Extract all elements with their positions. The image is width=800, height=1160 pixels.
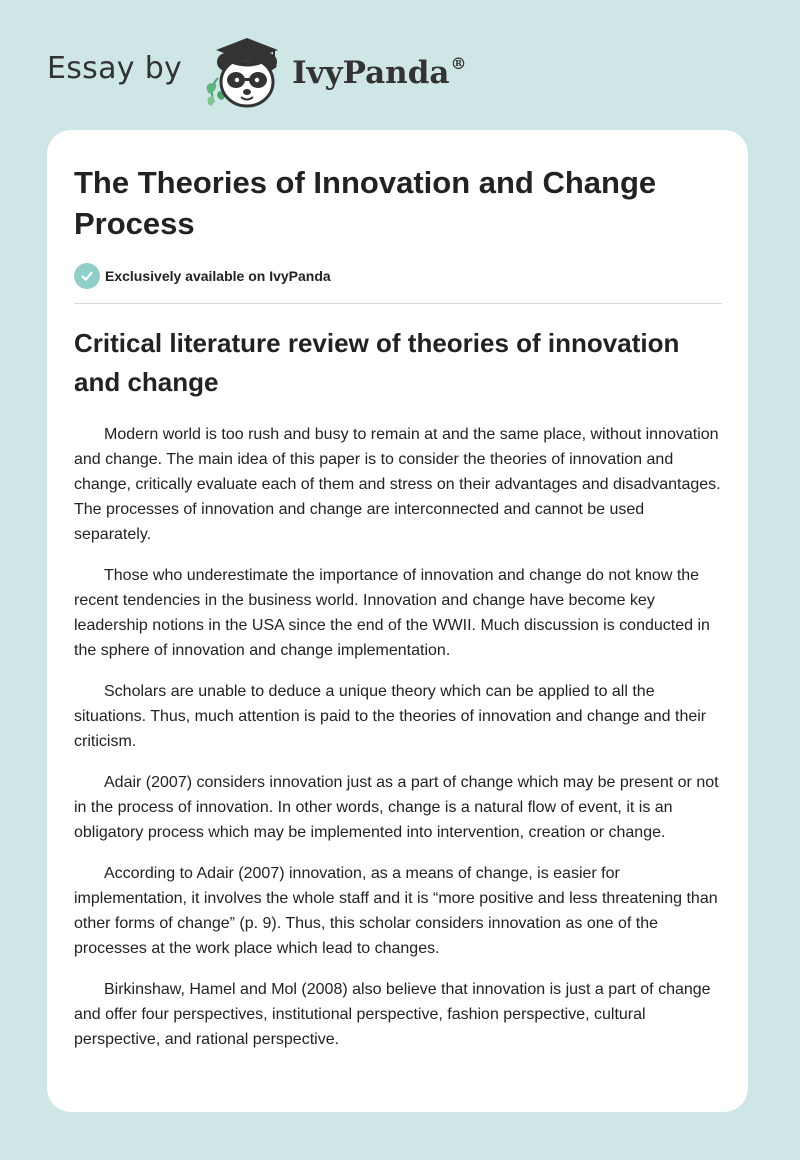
paragraph-5: According to Adair (2007) innovation, as a means of change, is easier for implementation, it involves the whole staff and it is “more positive and less threatening than other forms of change” (p. 9). Thus, this scholar considers innovation as one of the processes at the work place which lead to changes.: [74, 865, 718, 957]
site-header: [47, 30, 467, 110]
paragraph-1: Modern world is too rush and busy to remain at and the same place, without innovation and change. The main idea of this paper is to consider the theories of innovation and change, critically evaluate each of them and stress on their advantages and disadvantages. The processes of innovation and change are interconnected and cannot be used separately.: [74, 426, 721, 543]
section-heading: Critical literature review of theories of innovation and change: [74, 328, 680, 397]
panda-graduate-icon[interactable]: [196, 30, 288, 110]
paragraph-4: Adair (2007) considers innovation just as a part of change which may be present or not in the process of innovation. In other words, change is a natural flow of event, it is an obligatory process which may be implemented into intervention, creation or change.: [74, 774, 719, 841]
brand-name[interactable]: [292, 54, 466, 91]
check-icon: [74, 263, 100, 289]
page-title: The Theories of Innovation and Change Process: [74, 165, 657, 241]
paragraph-2: Those who underestimate the importance of innovation and change do not know the recent tendencies in the business world. Innovation and change have become key leadership notions in the USA since the end of the WWII. Much discussion is conducted in the sphere of innovation and change implementation.: [74, 567, 710, 659]
badge-label: Exclusively available on IvyPanda: [105, 268, 331, 284]
article-card: [47, 130, 748, 1112]
paragraph-3: Scholars are unable to deduce a unique theory which can be applied to all the situations. Thus, much attention is paid to the theories of innovation and change and their criticism.: [74, 683, 707, 750]
registered-mark: ®: [450, 53, 467, 73]
essay-by-label: Essay by: [47, 50, 183, 86]
exclusive-badge: [74, 262, 722, 290]
brand-label: IvyPanda: [292, 54, 450, 91]
divider: [74, 303, 722, 304]
paragraph-6: Birkinshaw, Hamel and Mol (2008) also believe that innovation is just a part of change and offer four perspectives, institutional perspective, fashion perspective, cultural perspective, and rational perspective.: [74, 981, 711, 1048]
